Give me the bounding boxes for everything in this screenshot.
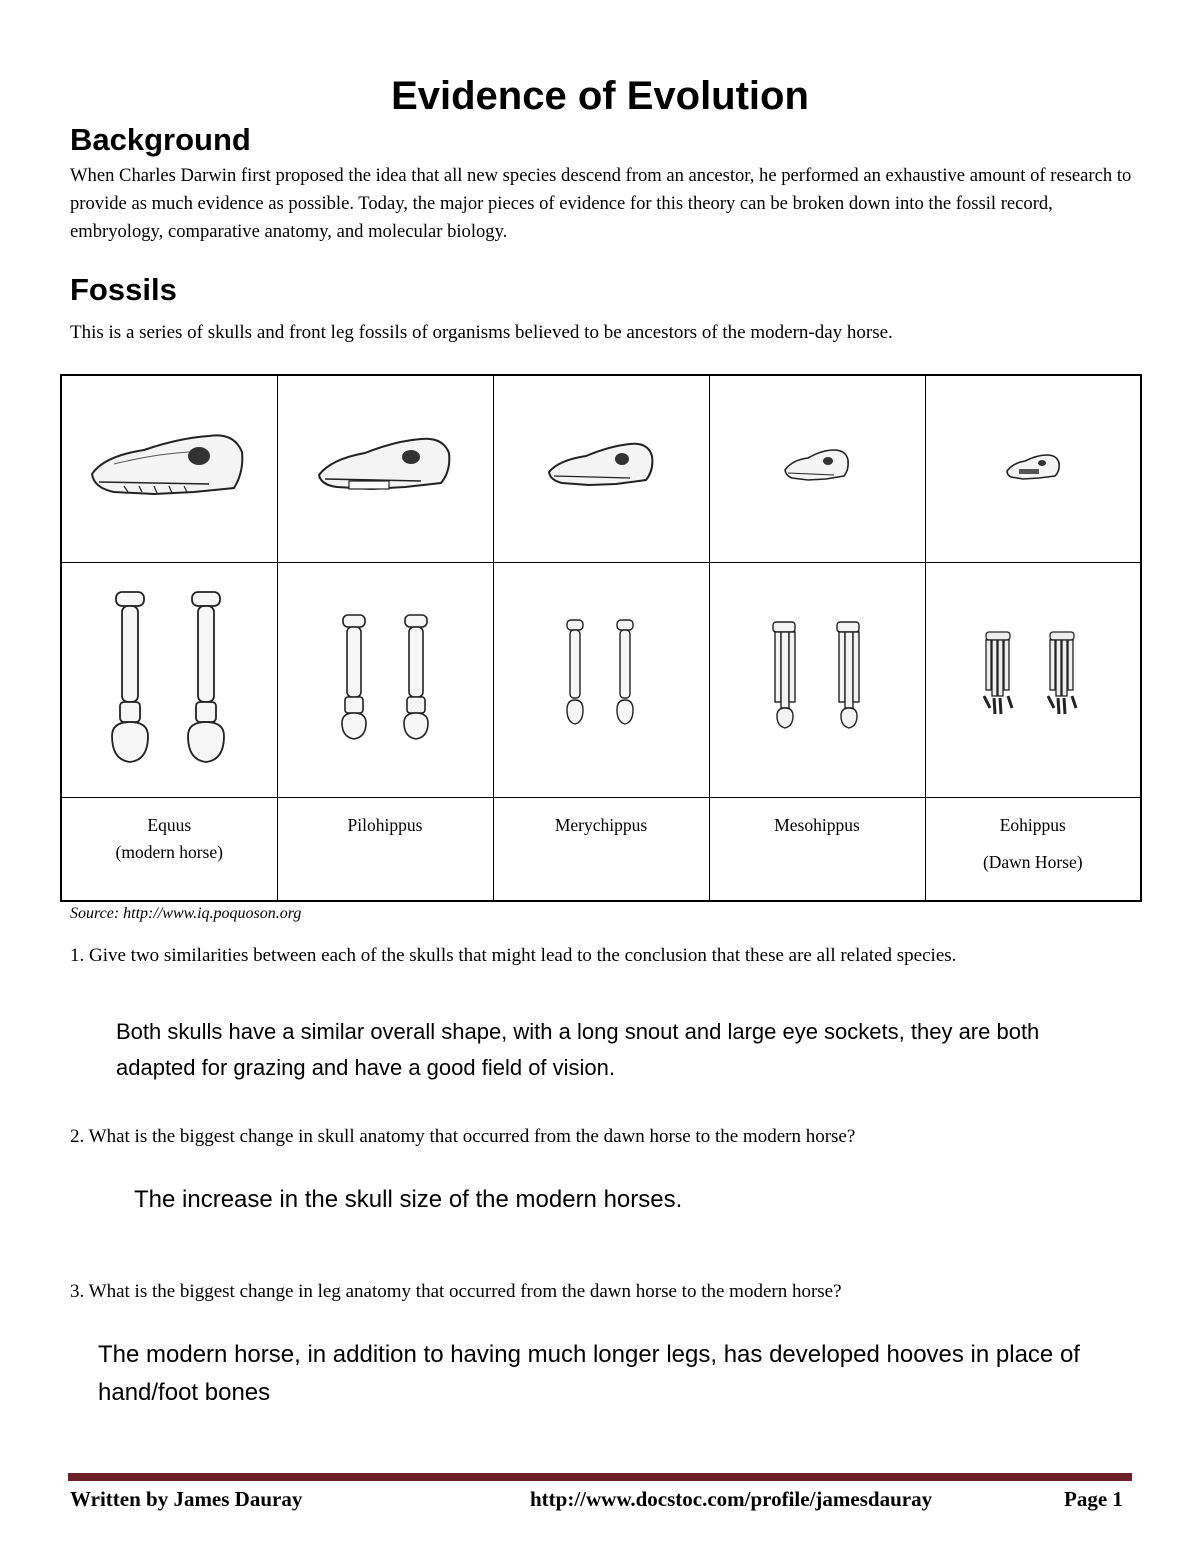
mesohippus-leg-illustration bbox=[767, 620, 867, 735]
footer-rule bbox=[68, 1473, 1132, 1481]
mesohippus-skull-illustration bbox=[782, 444, 852, 489]
merychippus-leg-illustration bbox=[561, 618, 641, 738]
skull-cell-equus bbox=[61, 375, 277, 563]
leg-cell-eohippus bbox=[925, 563, 1141, 798]
question-3: 3. What is the biggest change in leg anatomy that occurred from the dawn horse to the modern horse? bbox=[70, 1281, 842, 1302]
species-cell bbox=[709, 798, 925, 902]
answer-1: Both skulls have a similar overall shape, with a long snout and large eye sockets, they are both adapted for grazing and have a good field of vision. bbox=[116, 1019, 1040, 1080]
eohippus-skull-illustration bbox=[1003, 449, 1063, 485]
species-note: (Dawn Horse) bbox=[982, 852, 1083, 872]
species-name: Equus bbox=[147, 815, 192, 835]
leg-row bbox=[61, 563, 1141, 798]
footer-author: Written by James Dauray bbox=[70, 1487, 303, 1511]
eohippus-leg-illustration bbox=[978, 630, 1088, 725]
pilohippus-leg-illustration bbox=[335, 613, 435, 743]
answer-2: The increase in the skull size of the modern horses. bbox=[134, 1186, 683, 1213]
equus-leg-illustration bbox=[104, 588, 234, 768]
skull-cell-pilohippus bbox=[277, 375, 493, 563]
fossils-intro: This is a series of skulls and front leg fossils of organisms believed to be ancestors of the modern-day horse. bbox=[70, 322, 893, 343]
species-cell bbox=[277, 798, 493, 902]
question-2: 2. What is the biggest change in skull anatomy that occurred from the dawn horse to the modern horse? bbox=[70, 1126, 856, 1147]
species-cell bbox=[925, 798, 1141, 902]
leg-cell-pilohippus bbox=[277, 563, 493, 798]
fossil-table bbox=[60, 374, 1142, 902]
background-heading: Background bbox=[70, 122, 251, 157]
species-name: Pilohippus bbox=[347, 815, 423, 835]
skull-cell-mesohippus bbox=[709, 375, 925, 563]
answer-3: The modern horse, in addition to having much longer legs, has developed hooves in place of hand/foot bones bbox=[98, 1341, 1080, 1406]
merychippus-skull-illustration bbox=[544, 434, 659, 499]
species-cell bbox=[61, 798, 277, 902]
skull-cell-eohippus bbox=[925, 375, 1141, 563]
equus-skull-illustration bbox=[84, 422, 254, 512]
species-cell bbox=[493, 798, 709, 902]
leg-cell-equus bbox=[61, 563, 277, 798]
page-title: Evidence of Evolution bbox=[391, 74, 809, 118]
species-name: Mesohippus bbox=[774, 815, 860, 835]
source-citation: Source: http://www.iq.poquoson.org bbox=[70, 905, 302, 922]
leg-cell-merychippus bbox=[493, 563, 709, 798]
footer-url: http://www.docstoc.com/profile/jamesdauray bbox=[530, 1487, 933, 1511]
leg-cell-mesohippus bbox=[709, 563, 925, 798]
species-note: (modern horse) bbox=[115, 842, 223, 862]
question-1: 1. Give two similarities between each of the skulls that might lead to the conclusion that these are all related species. bbox=[70, 945, 957, 966]
background-paragraph: When Charles Darwin first proposed the idea that all new species descend from an ancestor, he performed an exhaustive amount of research to provide as much evidence as possible. Today, the major pieces of evidence for this theory can be broken down into the fossil record, embryology, comparative anatomy, and molecular biology. bbox=[70, 165, 1132, 242]
species-name: Eohippus bbox=[999, 815, 1066, 835]
name-row bbox=[61, 798, 1141, 902]
skull-cell-merychippus bbox=[493, 375, 709, 563]
fossils-heading: Fossils bbox=[70, 272, 177, 307]
pilohippus-skull-illustration bbox=[313, 427, 458, 507]
footer-page-number: Page 1 bbox=[1064, 1487, 1123, 1511]
species-name: Merychippus bbox=[554, 815, 648, 835]
skull-row bbox=[61, 375, 1141, 563]
